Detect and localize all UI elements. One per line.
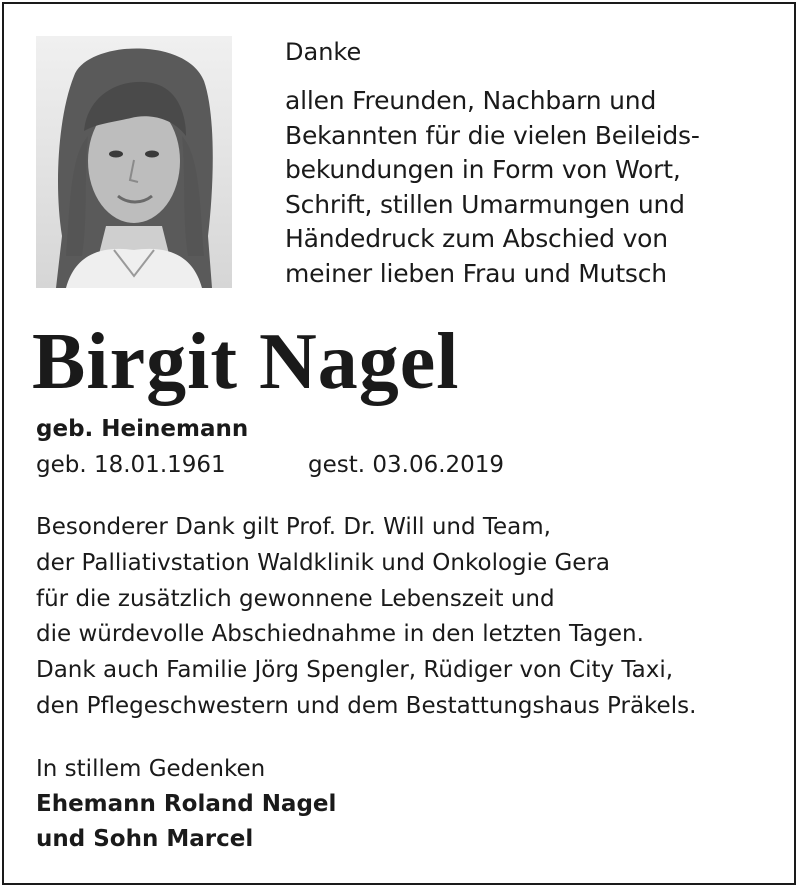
- thanks-line: Händedruck zum Abschied von: [285, 224, 668, 254]
- special-thanks-text: [36, 510, 696, 725]
- thanks-line: Schrift, stillen Umarmungen und: [285, 189, 685, 219]
- signature-line: Ehemann Roland Nagel: [36, 791, 337, 817]
- signature-line: und Sohn Marcel: [36, 826, 254, 852]
- thanks-text: [285, 84, 700, 292]
- thanks-line: bekundungen in Form von Wort,: [285, 155, 681, 185]
- special-thanks-line: den Pflegeschwestern und dem Bestattungshaus Präkels.: [36, 692, 697, 719]
- maiden-name: geb. Heinemann: [36, 416, 249, 442]
- special-thanks-line: der Palliativstation Waldklinik und Onkologie Gera: [36, 549, 611, 576]
- thanks-heading: Danke: [285, 38, 362, 66]
- closing-text: In stillem Gedenken: [36, 756, 266, 782]
- birth-date: geb. 18.01.1961: [36, 452, 226, 478]
- death-date: gest. 03.06.2019: [308, 452, 505, 478]
- special-thanks-line: die würdevolle Abschiednahme in den letzten Tagen.: [36, 621, 644, 648]
- special-thanks-line: für die zusätzlich gewonnene Lebenszeit und: [36, 585, 555, 612]
- thanks-line: allen Freunden, Nachbarn und: [285, 86, 657, 115]
- portrait-photo: [36, 36, 232, 288]
- deceased-name: Birgit Nagel: [32, 318, 460, 406]
- closing-block: [36, 752, 336, 857]
- thanks-line: meiner lieben Frau und Mutsch: [285, 258, 667, 288]
- life-dates: [36, 450, 505, 480]
- special-thanks-line: Besonderer Dank gilt Prof. Dr. Will und Team,: [36, 514, 551, 540]
- special-thanks-line: Dank auch Familie Jörg Spengler, Rüdiger von City Taxi,: [36, 657, 674, 684]
- thanks-line: Bekannten für die vielen Beileids-: [285, 120, 700, 150]
